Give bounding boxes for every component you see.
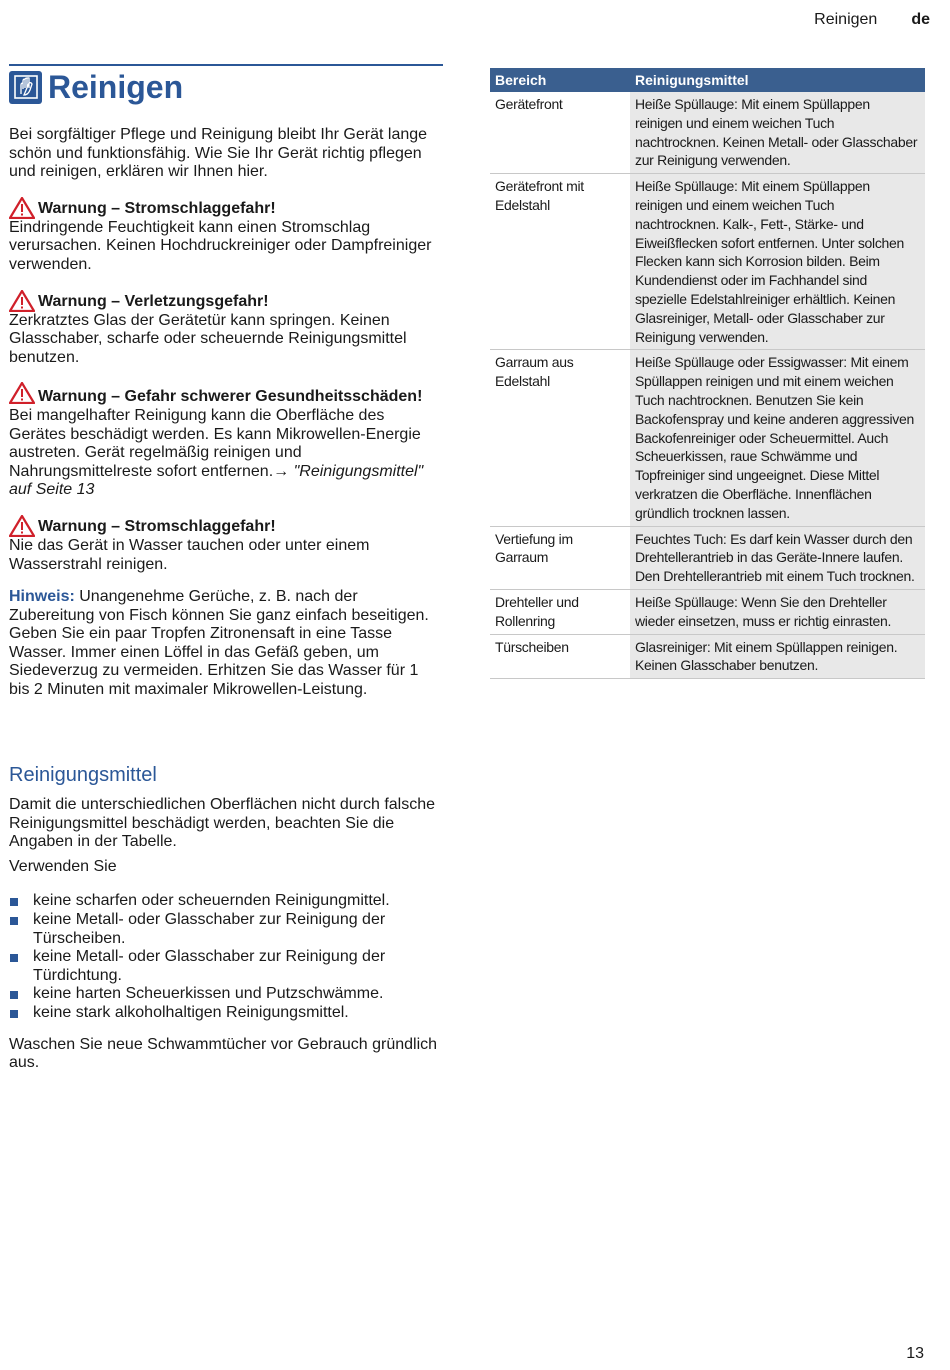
- warning-heading: Warnung – Stromschlaggefahr!: [38, 200, 276, 218]
- warning-injury: [9, 290, 443, 368]
- warning-icon: [9, 515, 35, 537]
- agent-cell: Heiße Spüllauge oder Essigwasser: Mit einem Spüllappen reinigen und mit einem weichen Tuch nachtrocknen. Benutzen Sie kein Backofenspray und keine anderen aggressiven Backofenreiniger oder Scheuermittel. Auch Scheuerkissen, raue Schwämme und Topfreiniger sind ungeeignet. Diese Mittel verkratzen die Oberfläche. Innenflächen gründlich trocknen lassen.: [630, 350, 925, 526]
- warning-icon: [9, 290, 35, 312]
- area-cell: Gerätefront: [490, 92, 630, 174]
- warning-heading: Warnung – Verletzungsgefahr!: [38, 292, 269, 310]
- cleaning-section: [9, 64, 443, 700]
- agent-cell: Heiße Spüllauge: Mit einem Spüllappen reinigen und einem weichen Tuch nachtrocknen. Kalk-, Fett-, Stärke- und Eiweißflecken sofort entfernen. Unter solchen Flecken kann sich Korrosion bilden. Beim Kundendienst oder im Fachhandel sind spezielle Edelstahlreiniger erhältlich. Keinen Glasreiniger, Metall- oder Glasschaber zur Reinigung verwenden.: [630, 174, 925, 350]
- cleaning-agents-section: [9, 796, 443, 1073]
- warning-electric-shock: [9, 197, 443, 275]
- page-title: Reinigen: [48, 69, 184, 105]
- warning-health: [9, 382, 443, 500]
- table-row: [490, 589, 925, 634]
- column-header-agent: Reinigungsmittel: [630, 68, 925, 92]
- hint-note: [9, 588, 443, 700]
- header-language: de: [911, 11, 930, 28]
- table-header-row: [490, 68, 925, 92]
- cleaning-table: [490, 68, 925, 679]
- page-reference-link[interactable]: "Reinigungsmittel" auf Seite 13: [9, 462, 424, 499]
- list-item: keine harten Scheuerkissen und Putzschwämme.: [9, 985, 443, 1004]
- table-row: [490, 350, 925, 526]
- intro-text: Bei sorgfältiger Pflege und Reinigung bleibt Ihr Gerät lange schön und funktionsfähig. Wie Sie Ihr Gerät richtig pflegen und reinigen, erklären wir Ihnen hier.: [9, 126, 428, 181]
- area-cell: Gerätefront mit Edelstahl: [490, 174, 630, 350]
- warning-text: Bei mangelhafter Reinigung kann die Oberfläche des Gerätes beschädigt werden. Es kann Mikrowellen-Energie austreten. Gerät regelmäßig reinigen und Nahrungsmittelreste sofort entfernen.: [9, 406, 421, 480]
- warning-text: Eindringende Feuchtigkeit kann einen Stromschlag verursachen. Keinen Hochdruckreiniger oder Dampfreiniger verwenden.: [9, 218, 432, 273]
- running-header: [0, 8, 930, 32]
- hint-text: Unangenehme Gerüche, z. B. nach der Zubereitung von Fisch können Sie ganz einfach beseitigen. Geben Sie ein paar Tropfen Zitronensaft in eine Tasse Wasser. Immer einen Löffel in das Gefäß geben, um Siedeverzug zu vermeiden. Erhitzen Sie das Wasser für 1 bis 2 Minuten mit maximaler Mikrowellen-Leistung.: [9, 588, 429, 699]
- use-label: Verwenden Sie: [9, 857, 117, 875]
- table-row: [490, 634, 925, 679]
- agent-cell: Heiße Spüllauge: Wenn Sie den Drehteller wieder einsetzen, muss er richtig einrasten.: [630, 589, 925, 634]
- title-row: [9, 64, 443, 106]
- warning-electric-shock-water: [9, 515, 443, 574]
- area-cell: Türscheiben: [490, 634, 630, 679]
- list-item: keine scharfen oder scheuernden Reinigungmittel.: [9, 892, 443, 911]
- agent-cell: Heiße Spüllauge: Mit einem Spüllappen reinigen und einem weichen Tuch nachtrocknen. Keinen Metall- oder Glasschaber zur Reinigung verwenden.: [630, 92, 925, 174]
- closing-text: Waschen Sie neue Schwammtücher vor Gebrauch gründlich aus.: [9, 1035, 438, 1072]
- warning-heading: Warnung – Stromschlaggefahr!: [38, 518, 276, 536]
- warning-icon: [9, 197, 35, 219]
- area-cell: Drehteller und Rollenring: [490, 589, 630, 634]
- warning-text: Zerkratztes Glas der Gerätetür kann springen. Keinen Glasschaber, scharfe oder scheuernde Reinigungsmittel benutzen.: [9, 311, 407, 366]
- header-section: Reinigen: [814, 11, 878, 28]
- list-item: keine Metall- oder Glasschaber zur Reinigung der Türdichtung.: [9, 948, 443, 985]
- cleaning-hand-icon: [9, 71, 42, 104]
- table-row: [490, 174, 925, 350]
- warning-text: Nie das Gerät in Wasser tauchen oder unter einem Wasserstrahl reinigen.: [9, 536, 370, 573]
- list-item: keine Metall- oder Glasschaber zur Reinigung der Türscheiben.: [9, 911, 443, 948]
- warning-icon: [9, 382, 35, 404]
- area-cell: Garraum aus Edelstahl: [490, 350, 630, 526]
- warning-heading: Warnung – Gefahr schwerer Gesundheitsschäden!: [38, 388, 423, 406]
- agent-cell: Glasreiniger: Mit einem Spüllappen reinigen. Keinen Glasschaber benutzen.: [630, 634, 925, 679]
- page-number: 13: [906, 1345, 924, 1362]
- reference-arrow-icon: →: [273, 462, 290, 480]
- agent-cell: Feuchtes Tuch: Es darf kein Wasser durch den Drehtellerantrieb in das Geräte-Innere laufen. Den Drehtellerantrieb mit einem Tuch trocknen.: [630, 526, 925, 589]
- hint-label: Hinweis:: [9, 588, 75, 606]
- table-row: [490, 526, 925, 589]
- cleaning-agents-heading: Reinigungsmittel: [9, 764, 157, 786]
- cleaning-agents-intro: Damit die unterschiedlichen Oberflächen nicht durch falsche Reinigungsmittel beschädigt werden, beachten Sie die Angaben in der Tabelle.: [9, 796, 436, 851]
- table-row: [490, 92, 925, 174]
- list-item: keine stark alkoholhaltigen Reinigungsmittel.: [9, 1004, 443, 1023]
- area-cell: Vertiefung im Garraum: [490, 526, 630, 589]
- do-not-use-list: [9, 892, 443, 1022]
- column-header-area: Bereich: [490, 68, 630, 92]
